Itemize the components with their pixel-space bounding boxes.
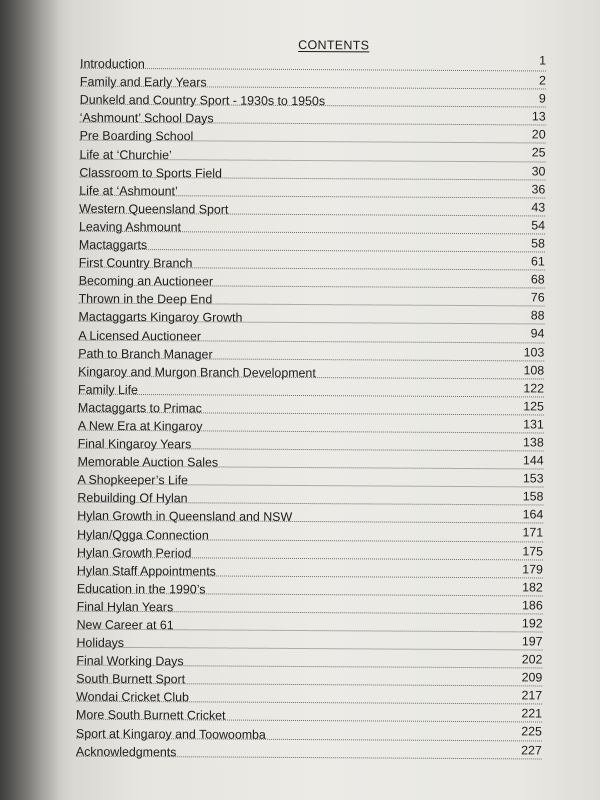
toc-entry-title: A Shopkeeper’s Life <box>77 472 189 488</box>
toc-entry-page-number: 179 <box>522 561 544 577</box>
toc-entry-page-number: 13 <box>531 109 546 124</box>
toc-entry-page-number: 43 <box>531 200 546 215</box>
toc-entry-page-number: 1 <box>539 53 547 68</box>
toc-entry-page-number: 197 <box>521 634 543 649</box>
toc-entry-page-number: 164 <box>522 507 544 522</box>
toc-entry-title: Classroom to Sports Field <box>79 165 222 181</box>
toc-entry-title: A New Era at Kingaroy <box>77 418 203 434</box>
toc-entry-page-number: 227 <box>521 742 542 758</box>
toc-entry-title: Holidays <box>76 635 125 651</box>
toc-entry-title: First Country Branch <box>78 255 193 271</box>
toc-entry-page-number: 61 <box>531 254 545 269</box>
toc-entry-page-number: 138 <box>523 435 544 450</box>
toc-entry-page-number: 217 <box>521 688 543 703</box>
toc-entry-title: New Career at 61 <box>76 617 174 633</box>
toc-entry-title: ‘Ashmount’ School Days <box>79 111 214 126</box>
toc-entry-page-number: 103 <box>523 344 545 359</box>
toc-entry-title: Hylan Growth Period <box>77 545 192 560</box>
table-of-contents <box>76 53 546 761</box>
toc-entry-page-number: 225 <box>521 724 543 739</box>
page-title: CONTENTS <box>298 37 370 53</box>
toc-entry-page-number: 144 <box>522 453 544 468</box>
toc-entry-title: Path to Branch Manager <box>78 346 213 362</box>
toc-entry-title: Hylan/Qgga Connection <box>77 527 209 542</box>
toc-entry-page-number: 2 <box>539 73 546 88</box>
toc-entry-title: Acknowledgments <box>75 744 177 759</box>
toc-entry-title: South Burnett Sport <box>76 671 186 687</box>
toc-entry-page-number: 30 <box>531 163 546 179</box>
toc-entry-title: Leaving Ashmount <box>79 219 182 235</box>
toc-entry-title: Final Hylan Years <box>76 599 174 615</box>
toc-entry-title: Memorable Auction Sales <box>77 454 219 470</box>
toc-entry-page-number: 108 <box>523 362 545 378</box>
toc-entry-title: Mactaggarts to Primac <box>77 400 202 416</box>
toc-entry-title: Education in the 1990’s <box>76 581 206 597</box>
toc-entry-page-number: 209 <box>521 670 543 685</box>
toc-entry-page-number: 76 <box>530 290 545 305</box>
toc-entry-page-number: 58 <box>531 236 546 251</box>
toc-entry-page-number: 221 <box>521 706 543 721</box>
toc-entry-page-number: 192 <box>521 616 543 631</box>
toc-entry-title: Sport at Kingaroy and Toowoomba <box>75 726 266 742</box>
toc-entry-title: Mactaggarts Kingaroy Growth <box>78 310 243 326</box>
toc-entry-title: More South Burnett Cricket <box>76 708 226 724</box>
toc-entry-page-number: 68 <box>530 272 545 287</box>
toc-entry-page-number: 20 <box>531 127 546 142</box>
toc-entry-title: Kingaroy and Murgon Branch Development <box>78 364 316 380</box>
toc-entry-page-number: 175 <box>522 543 544 559</box>
toc-entry-page-number: 25 <box>531 145 546 160</box>
toc-entry-title: Dunkeld and Country Sport - 1930s to 1950s <box>79 92 326 109</box>
toc-entry-page-number: 125 <box>523 399 545 414</box>
toc-entry-title: Final Kingaroy Years <box>77 436 192 452</box>
toc-entry-page-number: 153 <box>522 471 544 486</box>
toc-entry-page-number: 182 <box>522 580 543 595</box>
toc-entry-title: Rebuilding Of Hylan <box>77 490 188 506</box>
toc-entry-title: Thrown in the Deep End <box>78 291 213 307</box>
toc-entry-page-number: 171 <box>522 525 544 540</box>
toc-entry-page-number: 94 <box>530 326 545 341</box>
toc-entry-title: Life at ‘Churchie’ <box>79 147 172 162</box>
toc-entry-page-number: 122 <box>523 381 545 396</box>
toc-entry-title: Pre Boarding School <box>79 129 194 144</box>
toc-entry-page-number: 131 <box>523 417 544 432</box>
toc-entry-title: Introduction <box>80 56 145 72</box>
toc-entry-title: Family and Early Years <box>79 74 207 90</box>
toc-entry-title: Life at ‘Ashmount’ <box>79 183 178 198</box>
toc-entry-title: A Licensed Auctioneer <box>78 328 202 343</box>
toc-entry-page-number: 202 <box>521 652 543 667</box>
toc-entry-title: Hylan Staff Appointments <box>76 563 216 579</box>
toc-entry-page-number: 88 <box>530 308 545 323</box>
toc-entry <box>76 740 542 761</box>
toc-entry-title: Mactaggarts <box>78 237 148 253</box>
toc-entry-page-number: 9 <box>538 91 546 106</box>
toc-entry-page-number: 36 <box>531 182 546 197</box>
toc-entry-title: Family Life <box>78 382 139 397</box>
toc-entry-title: Western Queensland Sport <box>79 201 229 217</box>
toc-entry-title: Wondai Cricket Club <box>76 690 189 705</box>
toc-entry-title: Final Working Days <box>76 653 184 669</box>
toc-entry-title: Becoming an Auctioneer <box>78 273 214 289</box>
toc-entry-page-number: 186 <box>522 598 543 613</box>
toc-entry-page-number: 54 <box>531 218 546 233</box>
toc-entry-title: Hylan Growth in Queensland and NSW <box>77 509 293 525</box>
toc-entry-page-number: 158 <box>522 489 544 504</box>
